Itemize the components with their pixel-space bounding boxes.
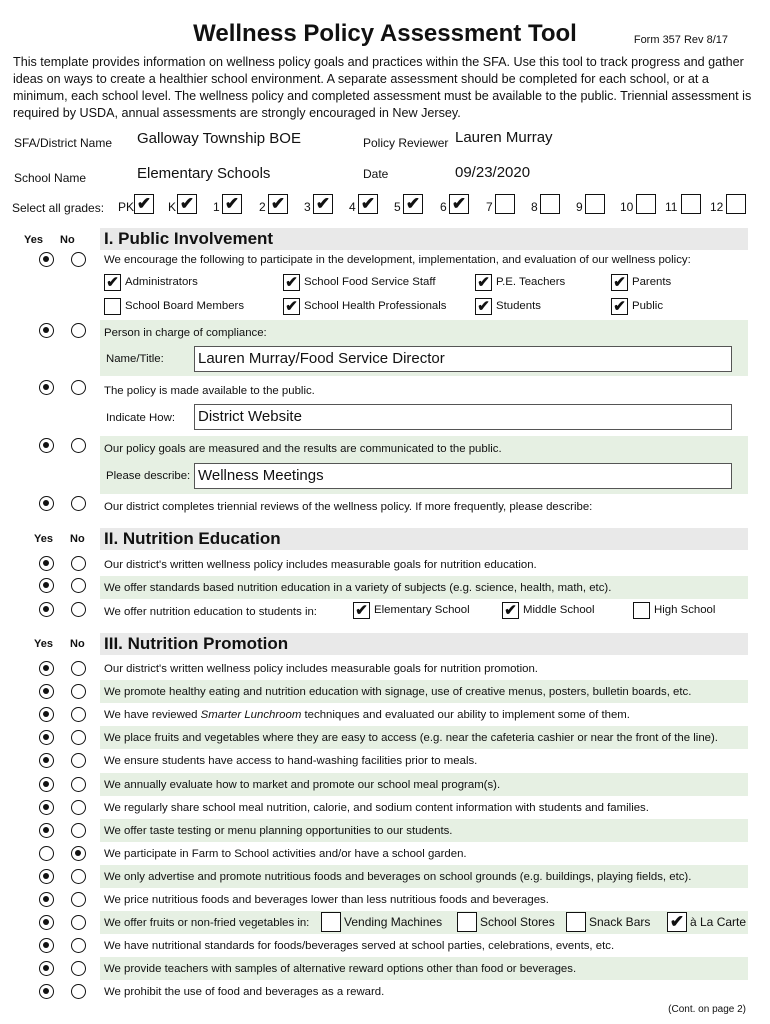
question-text: The policy is made available to the public. [104, 385, 315, 397]
no-radio[interactable] [71, 252, 86, 267]
grade-checkbox[interactable]: ✔ [313, 194, 333, 214]
question-text: We ensure students have access to hand-washing facilities prior to meals. [104, 755, 478, 767]
sfa-label: SFA/District Name [14, 136, 113, 150]
participant-checkbox[interactable]: ✔ [475, 298, 492, 315]
participant-checkbox[interactable]: ✔ [611, 274, 628, 291]
indicate-how-label: Indicate How: [106, 412, 176, 424]
section-title: III. Nutrition Promotion [104, 634, 289, 653]
no-header: No [70, 533, 85, 545]
question-text-part: We have reviewed [104, 709, 201, 721]
grade-checkbox[interactable] [585, 194, 605, 214]
no-radio[interactable] [71, 823, 86, 838]
no-radio[interactable] [71, 380, 86, 395]
describe-label: Please describe: [106, 470, 191, 482]
question-text: We promote healthy eating and nutrition education with signage, use of creative menus, posters, bulletin boards, etc. [104, 686, 692, 698]
school-level-label: Elementary School [374, 604, 470, 616]
participant-label: School Health Professionals [304, 300, 447, 312]
grade-label: 3 [304, 200, 311, 214]
no-radio[interactable] [71, 961, 86, 976]
yes-radio[interactable] [39, 380, 54, 395]
yes-radio[interactable] [39, 730, 54, 745]
school-level-label: High School [654, 604, 716, 616]
grade-label: 6 [440, 200, 447, 214]
yes-radio[interactable] [39, 984, 54, 999]
grade-checkbox[interactable]: ✔ [268, 194, 288, 214]
question-text: Our policy goals are measured and the results are communicated to the public. [104, 443, 502, 455]
grade-checkbox[interactable] [495, 194, 515, 214]
no-radio[interactable] [71, 730, 86, 745]
yes-radio[interactable] [39, 323, 54, 338]
venue-label: School Stores [480, 915, 555, 929]
participant-checkbox[interactable]: ✔ [283, 298, 300, 315]
participant-label: Parents [632, 276, 672, 288]
yes-radio[interactable] [39, 892, 54, 907]
yes-radio[interactable] [39, 578, 54, 593]
no-radio[interactable] [71, 661, 86, 676]
yes-radio[interactable] [39, 438, 54, 453]
date-label: Date [363, 167, 389, 181]
yes-radio[interactable] [39, 823, 54, 838]
reviewer-value[interactable]: Lauren Murray [455, 129, 553, 146]
venue-label: à La Carte [690, 915, 747, 929]
no-radio[interactable] [71, 602, 86, 617]
section-header [100, 228, 748, 250]
grade-label: 7 [486, 200, 493, 214]
yes-radio[interactable] [39, 961, 54, 976]
no-radio[interactable] [71, 869, 86, 884]
grade-checkbox[interactable]: ✔ [449, 194, 469, 214]
school-level-checkbox[interactable] [633, 602, 650, 619]
section-title: II. Nutrition Education [104, 529, 281, 548]
grade-checkbox[interactable] [726, 194, 746, 214]
participant-checkbox[interactable]: ✔ [611, 298, 628, 315]
question-text: We prohibit the use of food and beverages as a reward. [104, 986, 385, 998]
question-text-part: techniques and evaluated our ability to implement some of them. [301, 709, 630, 721]
grade-label: PK [118, 200, 135, 214]
participant-label: Students [496, 300, 541, 312]
yes-header: Yes [24, 234, 43, 246]
participant-label: Public [632, 300, 664, 312]
participant-label: School Food Service Staff [304, 276, 436, 288]
school-level-checkbox[interactable]: ✔ [502, 602, 519, 619]
grade-checkbox[interactable]: ✔ [358, 194, 378, 214]
question-text: We have nutritional standards for foods/beverages served at school parties, celebrations, events, etc. [104, 940, 615, 952]
venue-checkbox[interactable]: ✔ [667, 912, 687, 932]
yes-radio[interactable] [39, 707, 54, 722]
yes-radio[interactable] [39, 938, 54, 953]
grade-label: 9 [576, 200, 583, 214]
question-text: We price nutritious foods and beverages lower than less nutritious foods and beverages. [104, 894, 549, 906]
yes-radio[interactable] [39, 602, 54, 617]
grade-label: K [168, 200, 177, 214]
no-radio[interactable] [71, 938, 86, 953]
grade-label: 4 [349, 200, 356, 214]
grade-label: 11 [665, 200, 678, 214]
venue-checkbox[interactable] [457, 912, 477, 932]
no-radio[interactable] [71, 684, 86, 699]
yes-radio[interactable] [39, 753, 54, 768]
yes-radio[interactable] [39, 556, 54, 571]
school-value[interactable]: Elementary Schools [137, 165, 271, 182]
school-level-checkbox[interactable]: ✔ [353, 602, 370, 619]
question-text: Our district completes triennial reviews of the wellness policy. If more frequently, please describe: [104, 501, 593, 513]
grade-checkbox[interactable]: ✔ [222, 194, 242, 214]
participant-label: P.E. Teachers [496, 276, 566, 288]
grade-label: 1 [213, 200, 220, 214]
participant-checkbox[interactable] [104, 298, 121, 315]
grade-label: 5 [394, 200, 401, 214]
question-text-emphasis: Smarter Lunchroom [200, 709, 302, 721]
public-availability-field[interactable]: District Website [194, 404, 732, 430]
no-radio[interactable] [71, 753, 86, 768]
question-text [104, 709, 630, 721]
no-radio[interactable] [71, 892, 86, 907]
question-text: We offer taste testing or menu planning opportunities to our students. [104, 825, 453, 837]
venue-checkbox[interactable] [321, 912, 341, 932]
yes-radio[interactable] [39, 496, 54, 511]
intro-text: This template provides information on wellness policy goals and practices within the SFA. Use this tool to track progress and gather ideas on ways to create a healthier school environment. A separate assessment should be completed for each school, or at a minimum, each school level. The wellness policy and completed assessment must be available to the public. Triennial assessment is required by USDA, annual assessments are strongly encouraged in New Jersey. [13, 55, 752, 120]
school-label: School Name [14, 171, 87, 185]
results-description-field[interactable]: Wellness Meetings [194, 463, 732, 489]
participant-label: School Board Members [125, 300, 245, 312]
no-radio[interactable] [71, 984, 86, 999]
yes-radio[interactable] [39, 869, 54, 884]
question-text: We participate in Farm to School activities and/or have a school garden. [104, 848, 467, 860]
continued-note: (Cont. on page 2) [668, 1004, 746, 1015]
question-text: Our district's written wellness policy includes measurable goals for nutrition promotion. [104, 663, 538, 675]
grade-label: 10 [620, 200, 634, 214]
question-text: We offer nutrition education to students in: [104, 606, 317, 618]
grade-checkbox[interactable] [681, 194, 701, 214]
yes-radio[interactable] [39, 661, 54, 676]
no-radio[interactable] [71, 578, 86, 593]
yes-radio[interactable] [39, 252, 54, 267]
venue-checkbox[interactable] [566, 912, 586, 932]
form-number: Form 357 Rev 8/17 [633, 34, 728, 46]
participant-checkbox[interactable]: ✔ [283, 274, 300, 291]
yes-header: Yes [34, 533, 53, 545]
venue-label: Snack Bars [589, 915, 651, 929]
grade-checkbox[interactable]: ✔ [177, 194, 197, 214]
no-radio[interactable] [71, 800, 86, 815]
grade-checkbox[interactable] [540, 194, 560, 214]
yes-radio[interactable] [39, 846, 54, 861]
question-text: We regularly share school meal nutrition, calorie, and sodium content information with students and families. [104, 802, 649, 814]
date-value[interactable]: 09/23/2020 [455, 164, 531, 181]
yes-radio[interactable] [39, 684, 54, 699]
no-radio[interactable] [71, 496, 86, 511]
grade-checkbox[interactable]: ✔ [134, 194, 154, 214]
no-radio[interactable] [71, 777, 86, 792]
participant-label: Administrators [125, 276, 198, 288]
section-header [100, 528, 748, 550]
yes-radio[interactable] [39, 777, 54, 792]
question-text: We encourage the following to participate in the development, implementation, and evaluation of our wellness policy: [104, 254, 691, 266]
question-text: Our district's written wellness policy includes measurable goals for nutrition education. [104, 559, 537, 571]
no-radio[interactable] [71, 707, 86, 722]
no-radio[interactable] [71, 556, 86, 571]
grade-checkbox[interactable]: ✔ [403, 194, 423, 214]
no-radio[interactable] [71, 323, 86, 338]
school-level-label: Middle School [523, 604, 595, 616]
name-title-label: Name/Title: [106, 353, 164, 365]
participant-checkbox[interactable]: ✔ [104, 274, 121, 291]
question-text: We only advertise and promote nutritious foods and beverages on school grounds (e.g. buildings, playing fields, etc). [104, 871, 692, 883]
yes-radio[interactable] [39, 800, 54, 815]
question-text: We provide teachers with samples of alternative reward options other than food or beverages. [104, 963, 577, 975]
sfa-value[interactable]: Galloway Township BOE [137, 130, 301, 147]
reviewer-label: Policy Reviewer [363, 136, 449, 150]
form-title: Wellness Policy Assessment Tool [193, 20, 577, 47]
question-text: We place fruits and vegetables where they are easy to access (e.g. near the cafeteria cashier or near the front of the line). [104, 732, 718, 744]
compliance-name-field[interactable]: Lauren Murray/Food Service Director [194, 346, 732, 372]
no-header: No [70, 638, 85, 650]
grade-label: 2 [259, 200, 266, 214]
question-text: We annually evaluate how to market and promote our school meal program(s). [104, 779, 501, 791]
grades-label: Select all grades: [12, 201, 105, 215]
no-radio[interactable] [71, 846, 86, 861]
section-header [100, 633, 748, 655]
question-text: We offer fruits or non-fried vegetables in: [104, 917, 310, 929]
grade-label: 8 [531, 200, 538, 214]
section-title: I. Public Involvement [104, 229, 274, 248]
venue-label: Vending Machines [344, 915, 443, 929]
yes-radio[interactable] [39, 915, 54, 930]
grade-label: 12 [710, 200, 724, 214]
no-header: No [60, 234, 75, 246]
participant-checkbox[interactable]: ✔ [475, 274, 492, 291]
question-text: We offer standards based nutrition education in a variety of subjects (e.g. science, health, math, etc). [104, 582, 612, 594]
no-radio[interactable] [71, 915, 86, 930]
no-radio[interactable] [71, 438, 86, 453]
yes-header: Yes [34, 638, 53, 650]
grade-checkbox[interactable] [636, 194, 656, 214]
question-text: Person in charge of compliance: [104, 327, 267, 339]
